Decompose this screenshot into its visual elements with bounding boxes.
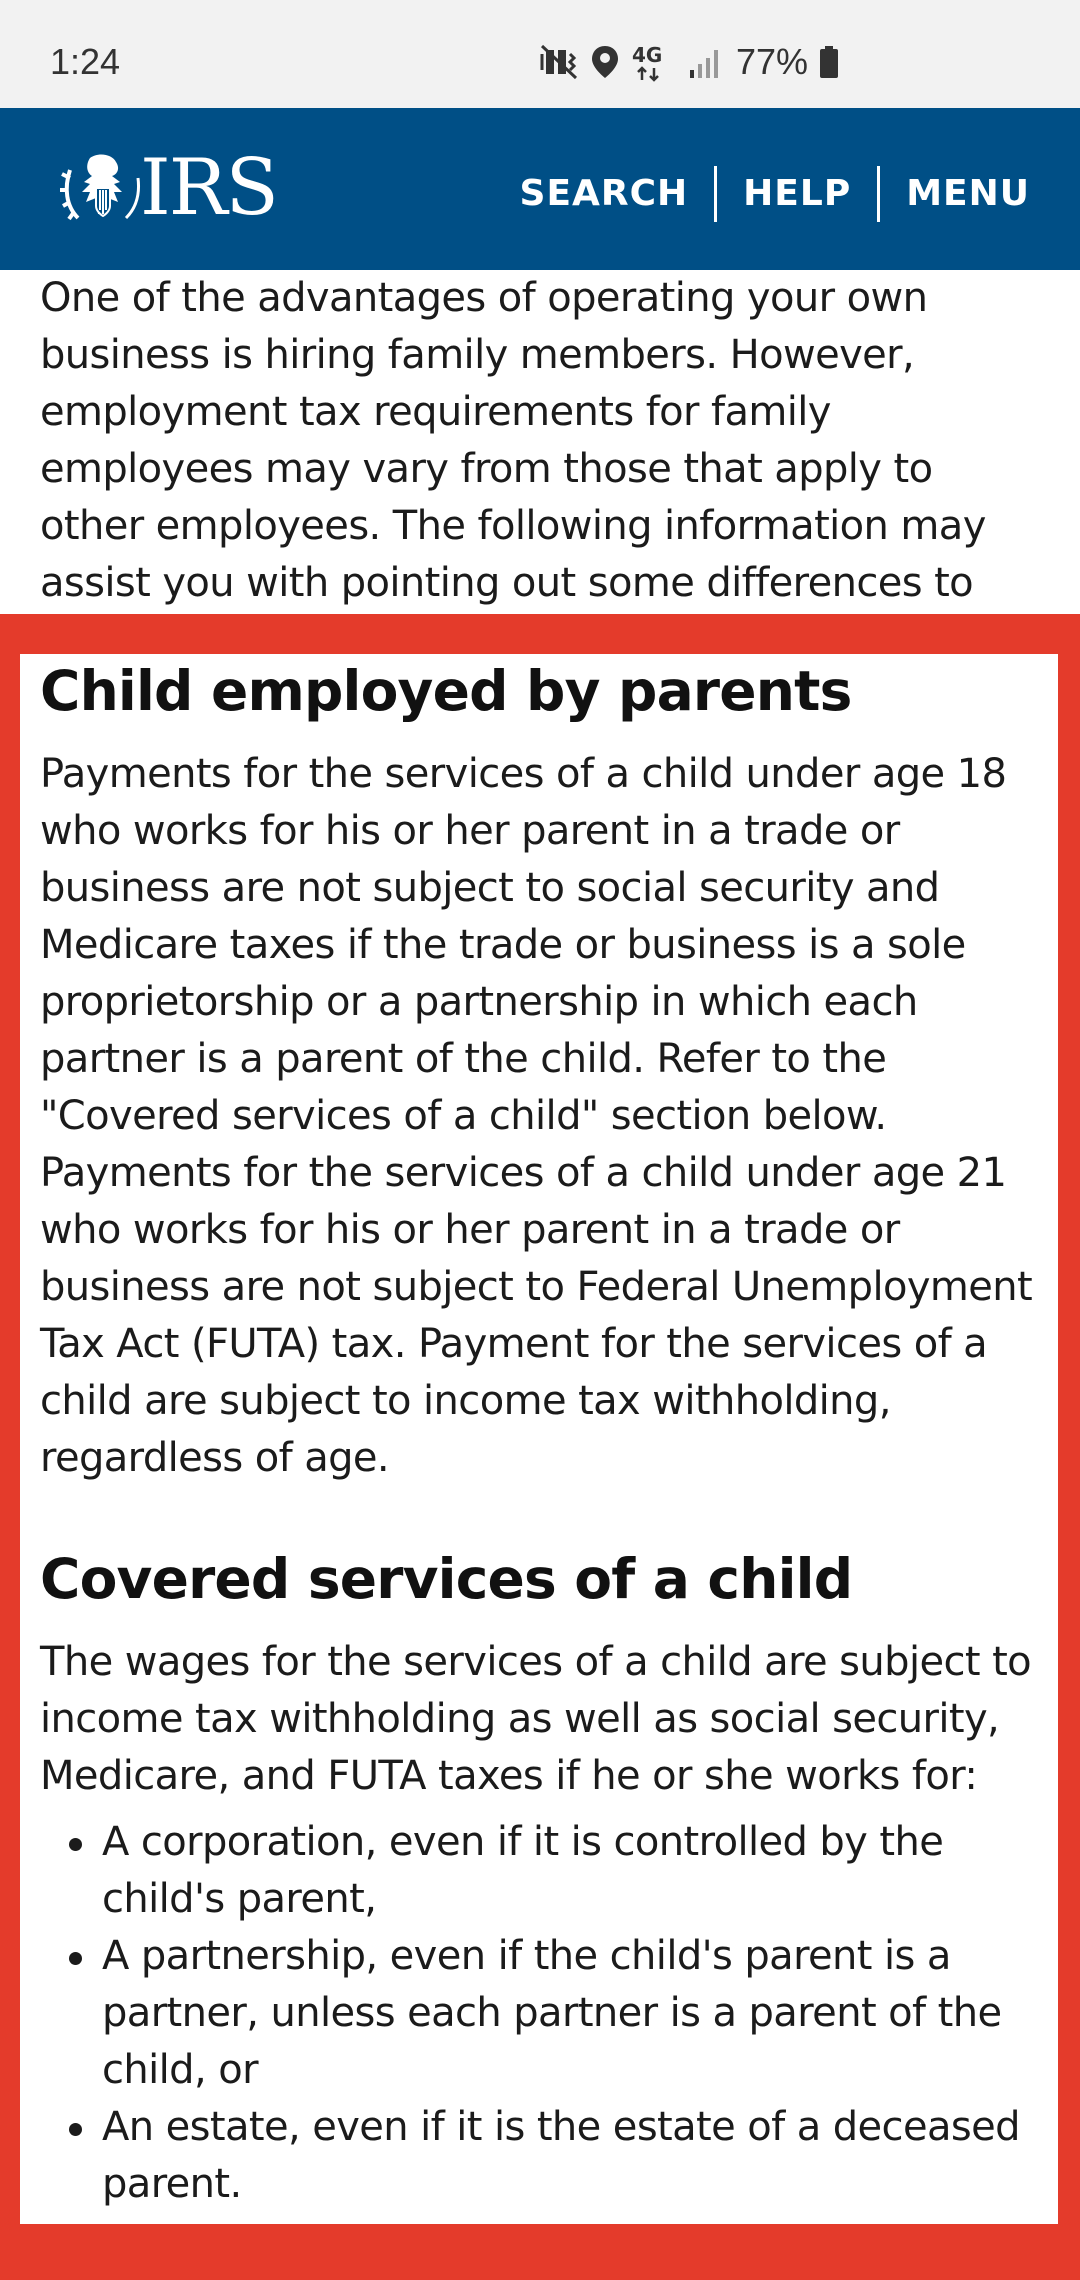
list-item: A corporation, even if it is controlled by the child's parent, (102, 1814, 1032, 1928)
mute-vibrate-icon (540, 44, 580, 80)
status-time: 1:24 (50, 41, 121, 82)
signal-icon (688, 44, 724, 80)
battery-percent: 77% (736, 41, 809, 82)
help-button[interactable]: HELP (743, 173, 852, 214)
status-icons (540, 40, 840, 84)
svg-text:4G: 4G (632, 43, 663, 67)
4g-icon (630, 42, 678, 82)
irs-logo-text: IRS (140, 143, 277, 233)
status-bar (0, 0, 1080, 108)
intro-paragraph: One of the advantages of operating your own business is hiring family members. However, employment tax requirements for family employees may vary from those that apply to other employees. The following information may assist you with pointing out some differences to (40, 275, 986, 606)
battery-icon (818, 44, 840, 80)
irs-eagle-emblem-icon (60, 148, 144, 228)
location-icon (590, 44, 620, 80)
header-nav (520, 166, 1030, 222)
covered-services-list (20, 1814, 1032, 2213)
menu-button[interactable]: MENU (906, 173, 1030, 214)
search-button[interactable]: SEARCH (519, 173, 689, 214)
highlight-content (20, 654, 1058, 2224)
list-item: A partnership, even if the child's parent is a partner, unless each partner is a parent of the child, or (102, 1928, 1032, 2099)
irs-logo[interactable] (60, 143, 277, 233)
page-content (0, 270, 1080, 669)
site-header (0, 108, 1080, 270)
paragraph-covered-services-of-a-child: The wages for the services of a child are subject to income tax withholding as well as social security, Medicare, and FUTA taxes if he or she works for: (40, 1639, 1032, 1799)
highlight-box (0, 614, 1080, 2280)
heading-child-employed-by-parents: Child employed by parents (40, 659, 852, 723)
paragraph-child-employed-by-parents: Payments for the services of a child under age 18 who works for his or her parent in a trade or business are not subject to social security and Medicare taxes if the trade or business is a sole proprietorship or a partnership in which each partner is a parent of the child. Refer to the "Covered services of a child" section below. Payments for the services of a child under age 21 who works for his or her parent in a trade or business are not subject to Federal Unemployment Tax Act (FUTA) tax. Payment for the services of a child are subject to income tax withholding, regardless of age. (40, 751, 1033, 1481)
list-item: An estate, even if it is the estate of a deceased parent. (102, 2099, 1032, 2213)
heading-covered-services-of-a-child: Covered services of a child (40, 1547, 853, 1611)
